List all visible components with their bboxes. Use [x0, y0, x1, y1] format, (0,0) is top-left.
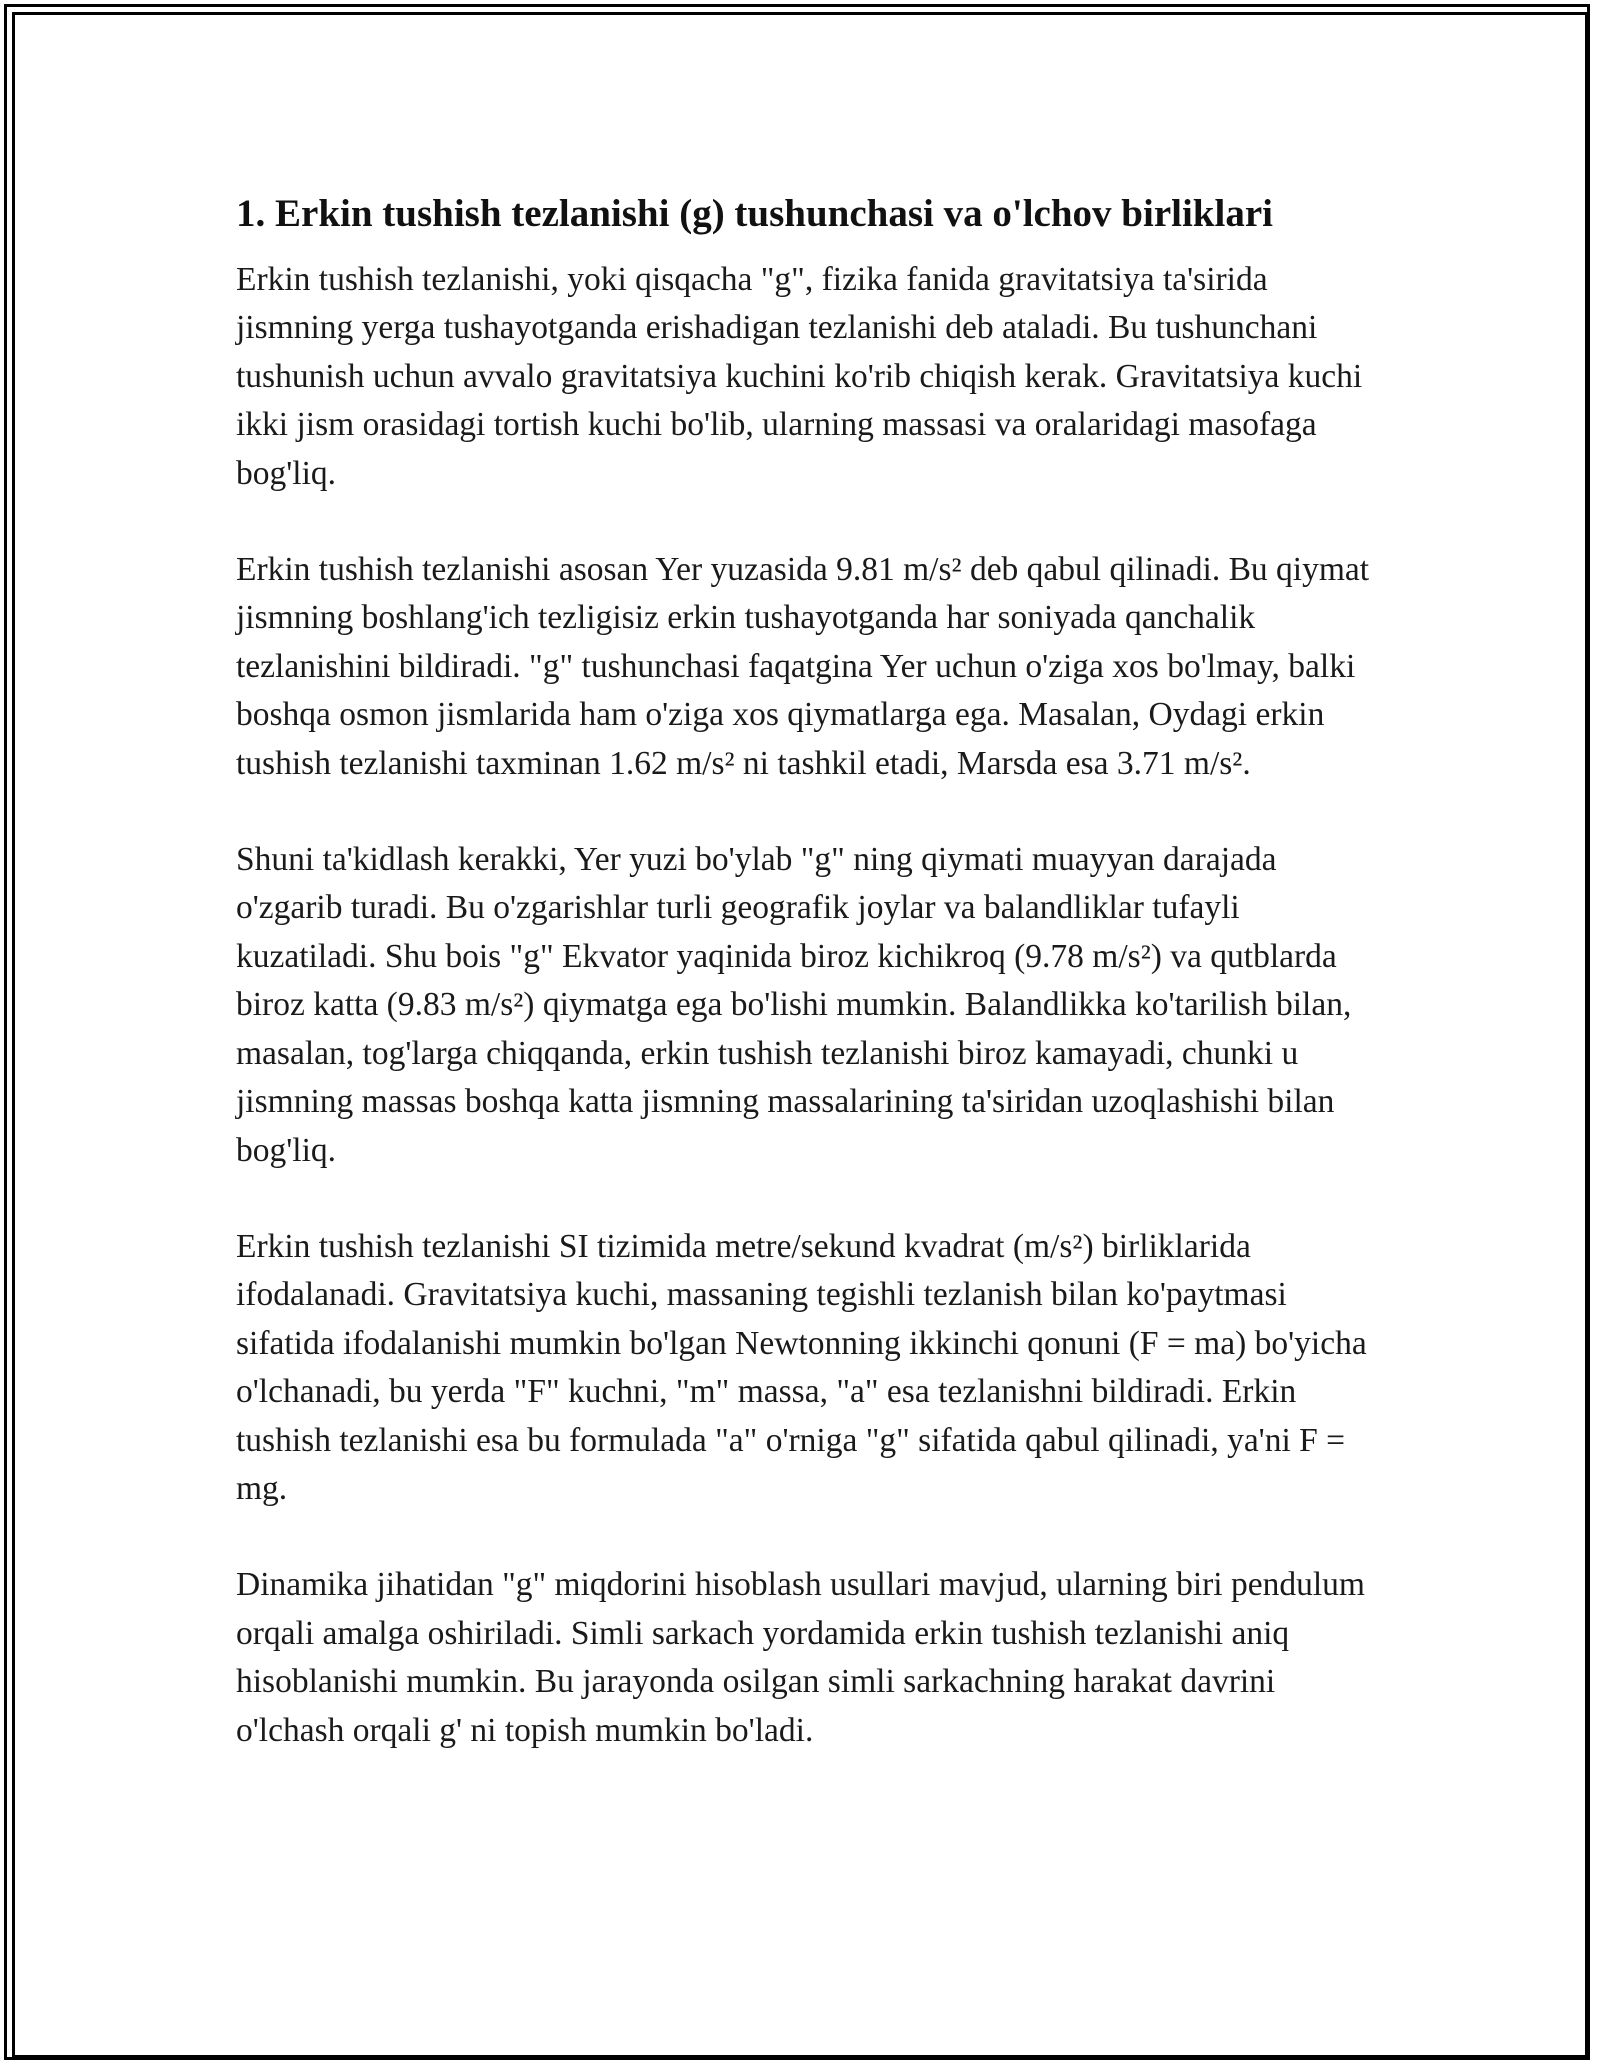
paragraph-5: Dinamika jihatidan "g" miqdorini hisoblash usullari mavjud, ularning biri pendulum orqali amalga oshiriladi. Simli sarkach yordamida erkin tushish tezlanishi aniq hisoblanishi mumkin. Bu jarayonda osilgan simli sarkachning harakat davrini o'lchash orqali g' ni topish mumkin bo'ladi. [236, 1566, 1365, 1749]
paragraph-2: Erkin tushish tezlanishi asosan Yer yuzasida 9.81 m/s² deb qabul qilinadi. Bu qiymat jismning boshlang'ich tezligisiz erkin tushayotganda har soniyada qanchalik tezlanishini bildiradi. "g" tushunchasi faqatgina Yer uchun o'ziga xos bo'lmay, balki boshqa osmon jismlarida ham o'ziga xos qiymatlarga ega. Masalan, Oydagi erkin tushish tezlanishi taxminan 1.62 m/s² ni tashkil etadi, Marsda esa 3.71 m/s². [236, 551, 1370, 782]
section-heading: 1. Erkin tushish tezlanishi (g) tushunchasi va o'lchov birliklari [236, 192, 1273, 235]
paragraph-3: Shuni ta'kidlash kerakki, Yer yuzi bo'ylab "g" ning qiymati muayyan darajada o'zgarib turadi. Bu o'zgarishlar turli geografik joylar va balandliklar tufayli kuzatiladi. Shu bois "g" Ekvator yaqinida biroz kichikroq (9.78 m/s²) va qutblarda biroz katta (9.83 m/s²) qiymatga ega bo'lishi mumkin. Balandlikka ko'tarilish bilan, masalan, tog'larga chiqqanda, erkin tushish tezlanishi biroz kamayadi, chunki u jismning massas boshqa katta jismning massalarining ta'siridan uzoqlashishi bilan bog'liq. [236, 841, 1352, 1169]
paragraph-1: Erkin tushish tezlanishi, yoki qisqacha "g", fizika fanida gravitatsiya ta'sirida jismning yerga tushayotganda erishadigan tezlanishi deb ataladi. Bu tushunchani tushunish uchun avvalo gravitatsiya kuchini ko'rib chiqish kerak. Gravitatsiya kuchi ikki jism orasidagi tortish kuchi bo'lib, ularning massasi va oralaridagi masofaga bog'liq. [236, 261, 1363, 492]
paragraph-4: Erkin tushish tezlanishi SI tizimida metre/sekund kvadrat (m/s²) birliklarida ifodalanadi. Gravitatsiya kuchi, massaning tegishli tezlanish bilan ko'paytmasi sifatida ifodalanishi mumkin bo'lgan Newtonning ikkinchi qonuni (F = ma) bo'yicha o'lchanadi, bu yerda "F" kuchni, "m" massa, "a" esa tezlanishni bildiradi. Erkin tushish tezlanishi esa bu formulada "a" o'rniga "g" sifatida qabul qilinadi, ya'ni F = mg. [236, 1227, 1367, 1507]
document-body [236, 186, 1376, 1803]
